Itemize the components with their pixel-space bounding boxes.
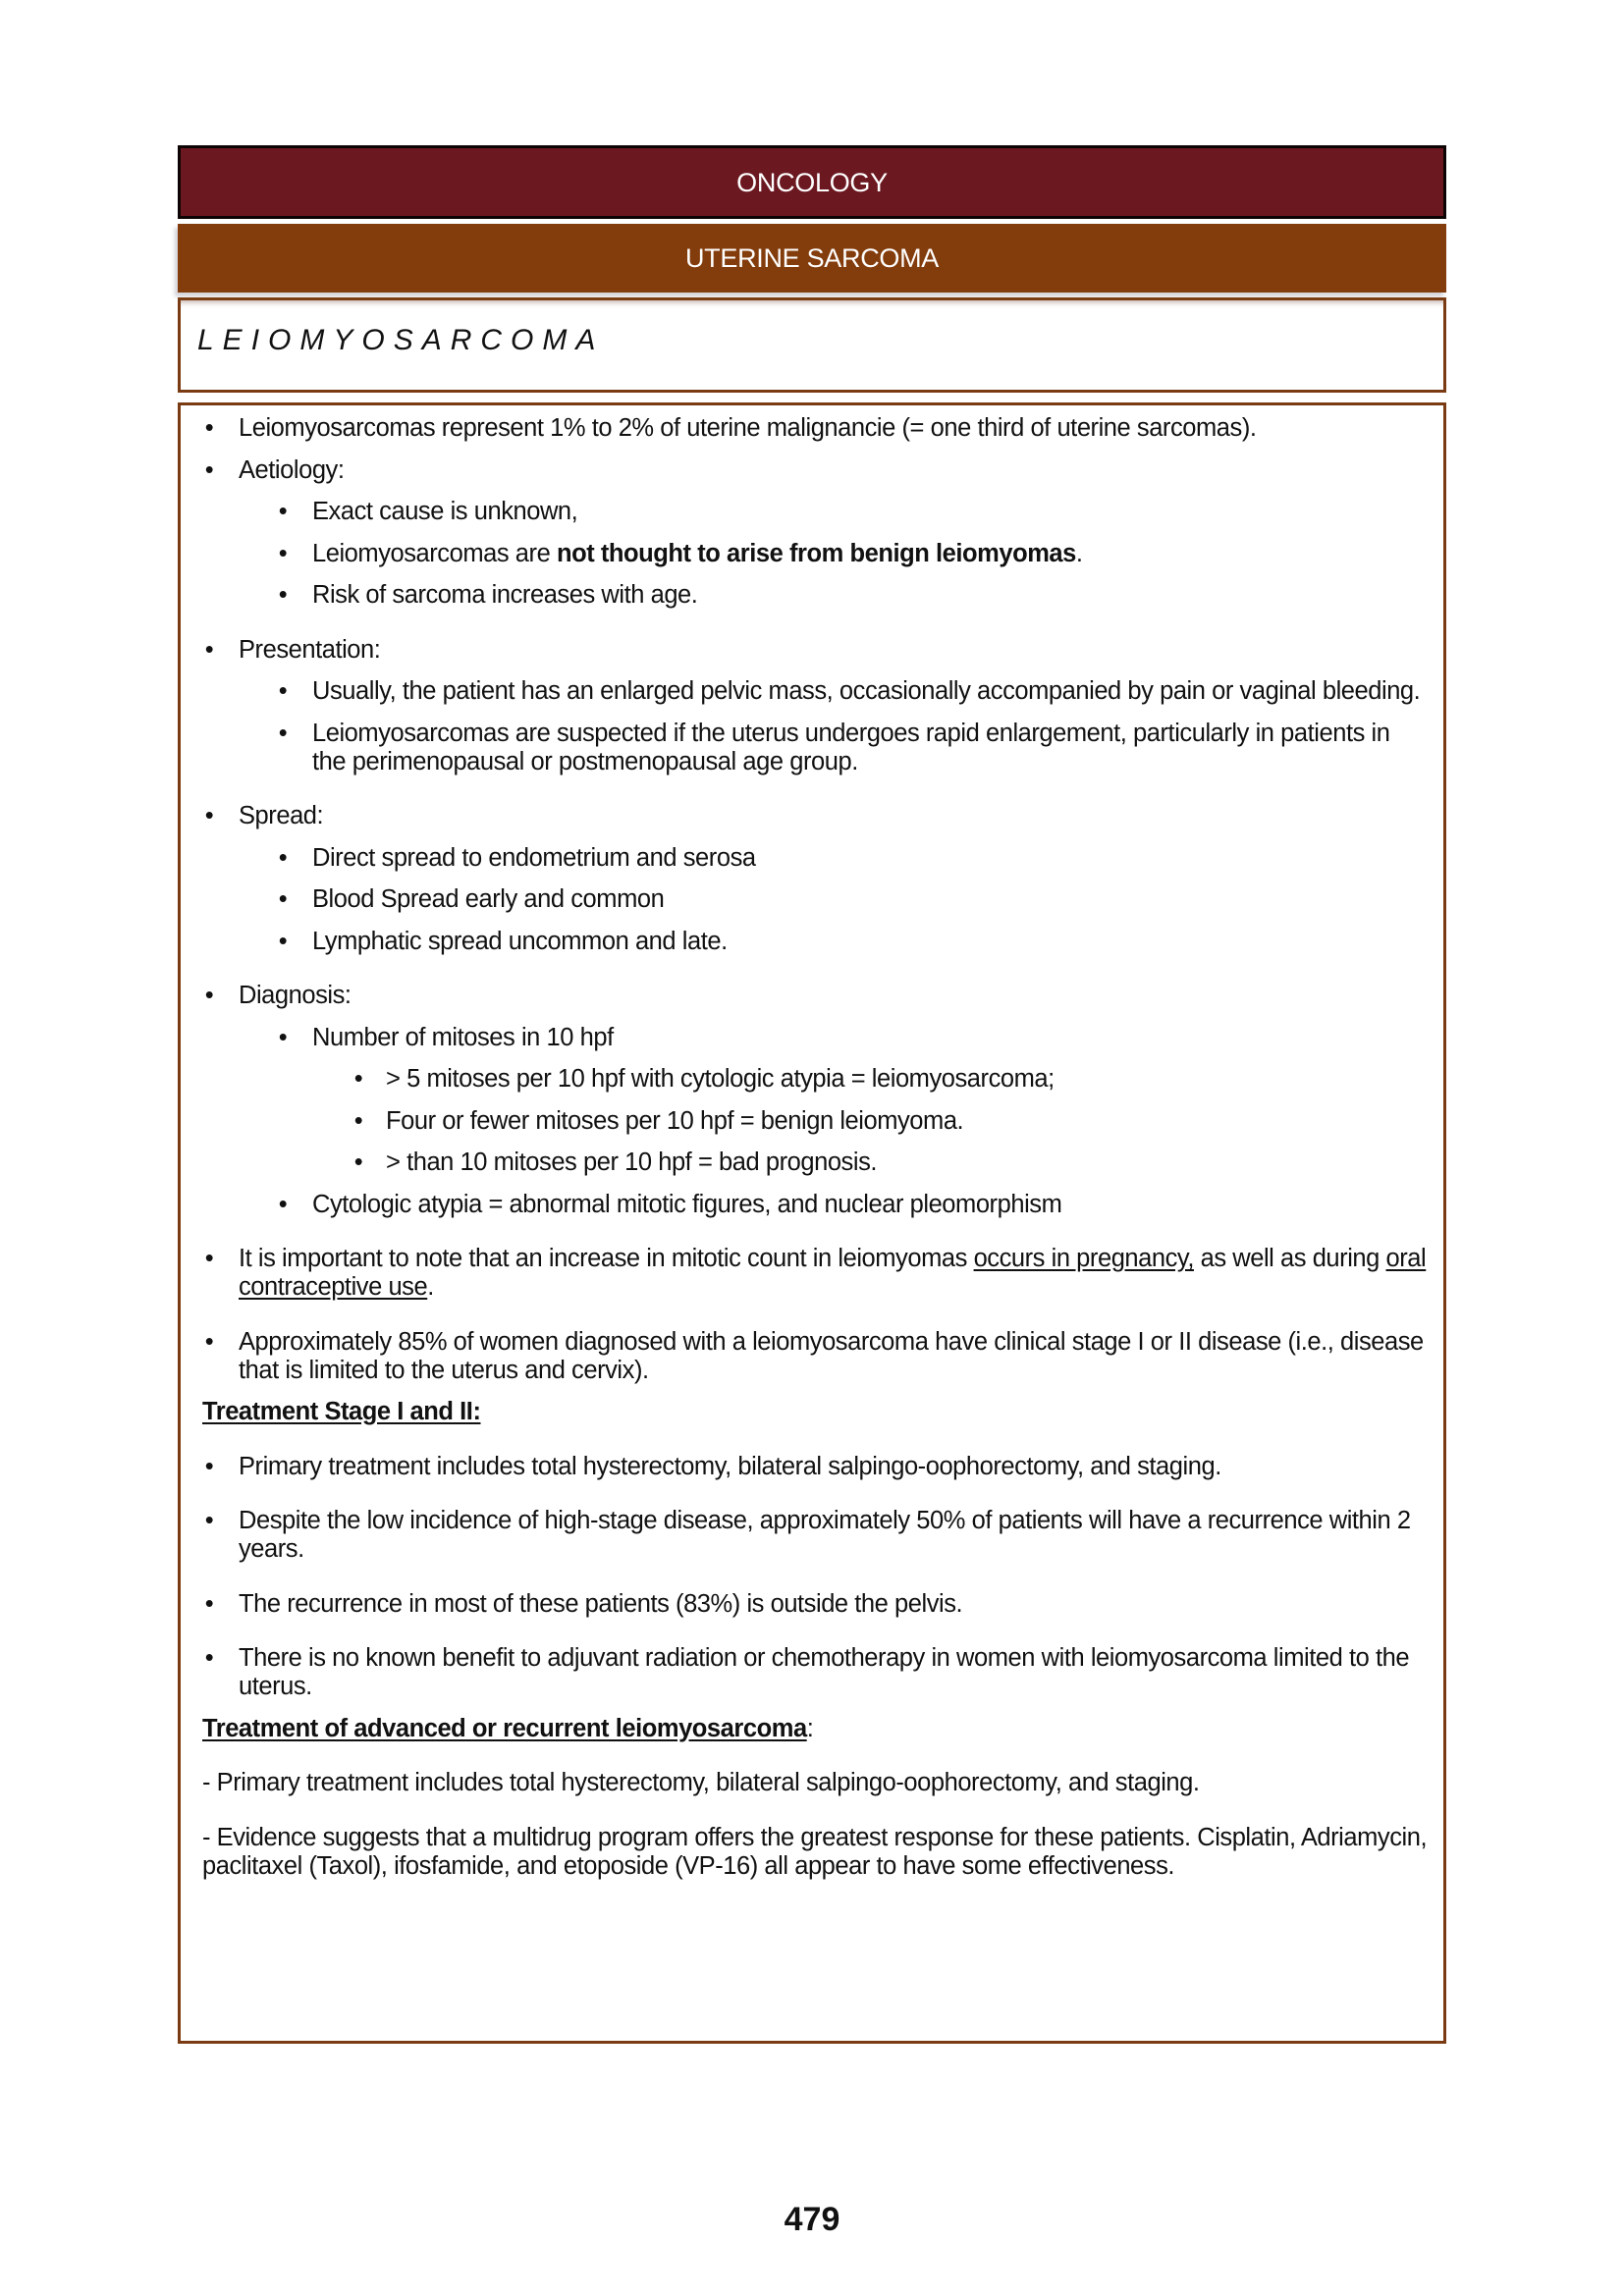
topic-title-box: [178, 297, 1446, 393]
list-item: • The recurrence in most of these patients (83%) is outside the pelvis.: [202, 1590, 1430, 1619]
treatment-advanced-heading-row: Treatment of advanced or recurrent leiomyosarcoma:: [202, 1714, 814, 1742]
bullet-icon: •: [278, 539, 288, 567]
list-item: • Exact cause is unknown,: [202, 498, 1430, 526]
bullet-icon: •: [204, 455, 214, 484]
bullet-icon: •: [353, 1065, 363, 1093]
bullet-icon: •: [204, 1245, 214, 1272]
bullet-icon: •: [204, 1644, 214, 1672]
page-number: 479: [784, 2201, 840, 2238]
bullet-icon: •: [278, 927, 288, 955]
list-item: • Blood Spread early and common: [202, 885, 1430, 914]
bullet-icon: •: [204, 1452, 214, 1480]
list-item: • Four or fewer mitoses per 10 hpf = benign leiomyoma.: [202, 1107, 1430, 1136]
topic-title: LEIOMYOSARCOMA: [197, 324, 605, 356]
list-item: • Cytologic atypia = abnormal mitotic figures, and nuclear pleomorphism: [202, 1191, 1430, 1219]
bullet-icon: •: [278, 581, 288, 609]
chapter-banner: [178, 145, 1446, 219]
paragraph: - Evidence suggests that a multidrug program offers the greatest response for these patients. Cisplatin, Adriamycin, paclitaxel (Taxol), ifosfamide, and etoposide (VP-16) all appear to have some effectiveness.: [202, 1823, 1428, 1880]
list-item-spread: [202, 802, 1430, 830]
bullet-icon: •: [278, 677, 288, 705]
treatment-advanced-heading: Treatment of advanced or recurrent leiomyosarcoma: [202, 1714, 807, 1742]
list-item: • Leiomyosarcomas are not thought to arise from benign leiomyomas.: [202, 540, 1430, 568]
list-item: • Lymphatic spread uncommon and late.: [202, 928, 1430, 956]
emphasis-text: not thought to arise from benign leiomyomas: [556, 539, 1076, 567]
list-item-mitotic-note: • It is important to note that an increase in mitotic count in leiomyomas occurs in pregnancy, as well as during oral contraceptive use.: [202, 1245, 1430, 1302]
underlined-text: oral contraceptive use: [239, 1245, 1427, 1301]
bullet-icon: •: [204, 802, 214, 829]
list-item: • Number of mitoses in 10 hpf: [202, 1024, 1430, 1052]
bullet-icon: •: [204, 635, 214, 664]
list-item: • Leiomyosarcomas are suspected if the uterus undergoes rapid enlargement, particularly in patients in the perimenopausal or postmenopausal age group.: [202, 720, 1430, 776]
bullet-icon: •: [204, 982, 214, 1009]
presentation-label: Presentation:: [239, 635, 381, 664]
bullet-icon: •: [278, 1190, 288, 1218]
spread-label: Spread:: [239, 802, 324, 829]
content-body: [202, 414, 1430, 1894]
list-item-presentation: [202, 636, 1430, 665]
bullet-icon: •: [204, 1507, 214, 1534]
list-item: • Primary treatment includes total hysterectomy, bilateral salpingo-oophorectomy, and staging.: [202, 1453, 1430, 1481]
list-item-intro: • Leiomyosarcomas represent 1% to 2% of uterine malignancie (= one third of uterine sarcomas).: [202, 414, 1430, 443]
section-title: UTERINE SARCOMA: [684, 243, 940, 273]
list-item-aetiology: [202, 456, 1430, 485]
bullet-icon: •: [353, 1148, 363, 1176]
list-item-stage-note: • Approximately 85% of women diagnosed with a leiomyosarcoma have clinical stage I or II disease (i.e., disease that is limited to the uterus and cervix).: [202, 1328, 1430, 1385]
paragraph: - Primary treatment includes total hysterectomy, bilateral salpingo-oophorectomy, and staging.: [202, 1769, 1200, 1796]
bullet-icon: •: [278, 843, 288, 872]
chapter-title: ONCOLOGY: [736, 168, 888, 197]
content-box: [178, 402, 1446, 2044]
bullet-icon: •: [278, 498, 288, 525]
list-item: • There is no known benefit to adjuvant radiation or chemotherapy in women with leiomyosarcoma limited to the uterus.: [202, 1644, 1430, 1701]
list-item: • Usually, the patient has an enlarged pelvic mass, occasionally accompanied by pain or vaginal bleeding.: [202, 677, 1430, 706]
underlined-text: occurs in pregnancy,: [973, 1245, 1194, 1272]
treatment-early-heading: Treatment Stage I and II:: [202, 1398, 481, 1425]
list-item-diagnosis: [202, 982, 1430, 1010]
bullet-icon: •: [278, 1023, 288, 1051]
section-banner: [178, 224, 1446, 293]
bullet-icon: •: [353, 1106, 363, 1135]
list-item: • Risk of sarcoma increases with age.: [202, 581, 1430, 610]
list-item: • Despite the low incidence of high-stage disease, approximately 50% of patients will have a recurrence within 2 years.: [202, 1507, 1430, 1564]
bullet-icon: •: [204, 1327, 214, 1356]
bullet-icon: •: [278, 719, 288, 747]
bullet-icon: •: [204, 414, 214, 442]
diagnosis-label: Diagnosis:: [239, 982, 352, 1009]
list-item: • Direct spread to endometrium and serosa: [202, 844, 1430, 873]
list-item: • > 5 mitoses per 10 hpf with cytologic atypia = leiomyosarcoma;: [202, 1065, 1430, 1094]
list-item: • > than 10 mitoses per 10 hpf = bad prognosis.: [202, 1148, 1430, 1177]
bullet-icon: •: [278, 885, 288, 913]
bullet-icon: •: [204, 1589, 214, 1618]
aetiology-label: Aetiology:: [239, 455, 345, 484]
